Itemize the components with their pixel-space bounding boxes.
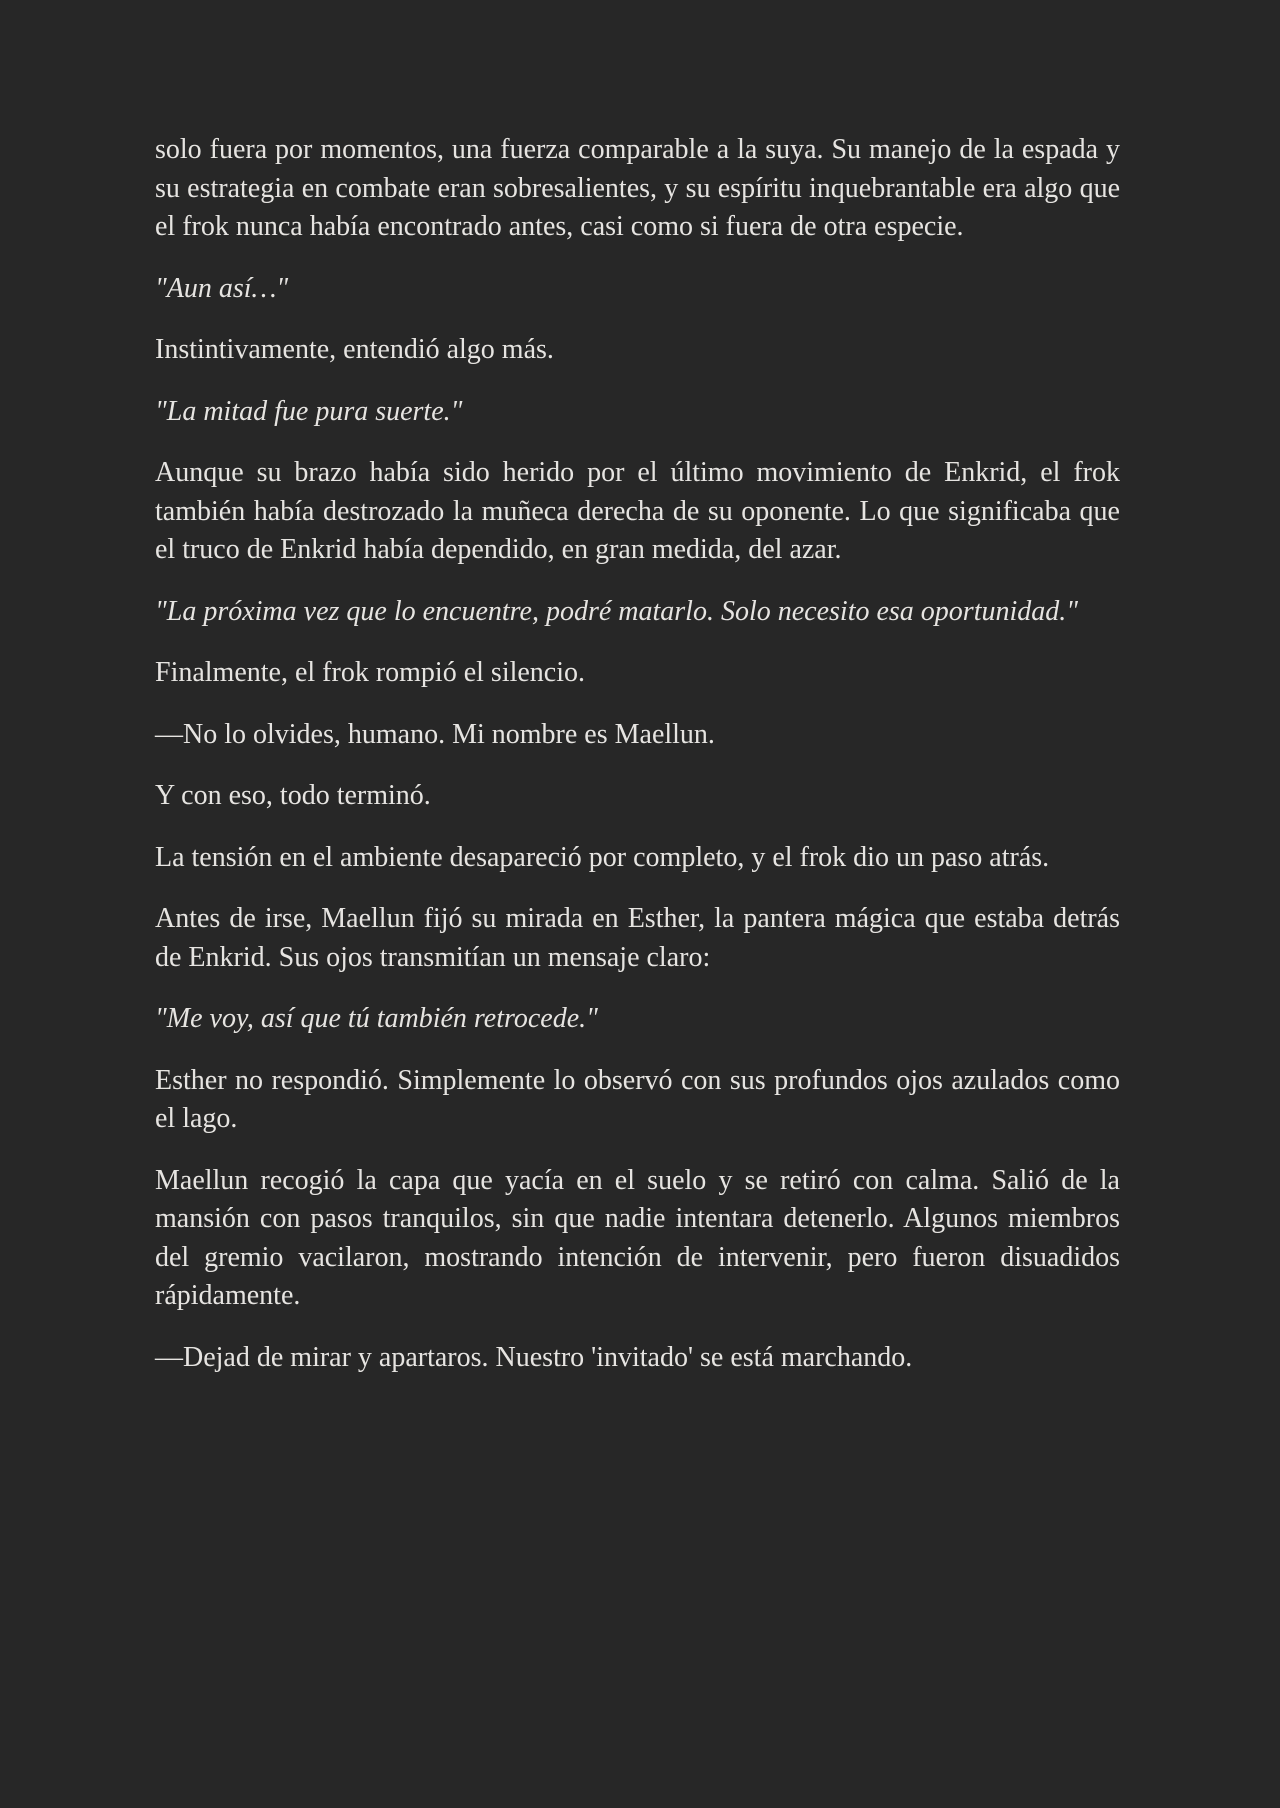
paragraph-inner-thought: "Me voy, así que tú también retrocede." [155, 1003, 598, 1034]
paragraph: Y con eso, todo terminó. [155, 780, 431, 811]
paragraph: Finalmente, el frok rompió el silencio. [155, 657, 586, 688]
paragraph: Antes de irse, Maellun fijó su mirada en Esther, la pantera mágica que estaba detrás de Enkrid. Sus ojos transmitían un mensaje claro: [155, 903, 1120, 973]
paragraph: Esther no respondió. Simplemente lo observó con sus profundos ojos azulados como el lago. [155, 1064, 1120, 1134]
paragraph-inner-thought: "Aun así…" [155, 272, 289, 304]
paragraph: Aunque su brazo había sido herido por el último movimiento de Enkrid, el frok también había destrozado la muñeca derecha de su oponente. Lo que significaba que el truco de Enkrid había dependido, en gran medida, del azar. [155, 457, 1120, 565]
paragraph-inner-thought: "La próxima vez que lo encuentre, podré matarlo. Solo necesito esa oportunidad." [155, 595, 1079, 627]
paragraph: La tensión en el ambiente desapareció por completo, y el frok dio un paso atrás. [155, 841, 1050, 873]
paragraph-inner-thought: "La mitad fue pura suerte." [155, 395, 463, 427]
paragraph-dialogue: —No lo olvides, humano. Mi nombre es Maellun. [155, 718, 715, 750]
paragraph-dialogue: —Dejad de mirar y apartaros. Nuestro 'invitado' se está marchando. [155, 1341, 913, 1373]
paragraph: Instintivamente, entendió algo más. [155, 334, 554, 365]
paragraph: solo fuera por momentos, una fuerza comparable a la suya. Su manejo de la espada y su estrategia en combate eran sobresalientes, y su espíritu inquebrantable era algo que el frok nunca había encontrado antes, casi como si fuera de otra especie. [155, 134, 1120, 242]
paragraph: Maellun recogió la capa que yacía en el suelo y se retiró con calma. Salió de la mansión con pasos tranquilos, sin que nadie intentara detenerlo. Algunos miembros del gremio vacilaron, mostrando intención de intervenir, pero fueron disuadidos rápidamente. [155, 1164, 1120, 1311]
